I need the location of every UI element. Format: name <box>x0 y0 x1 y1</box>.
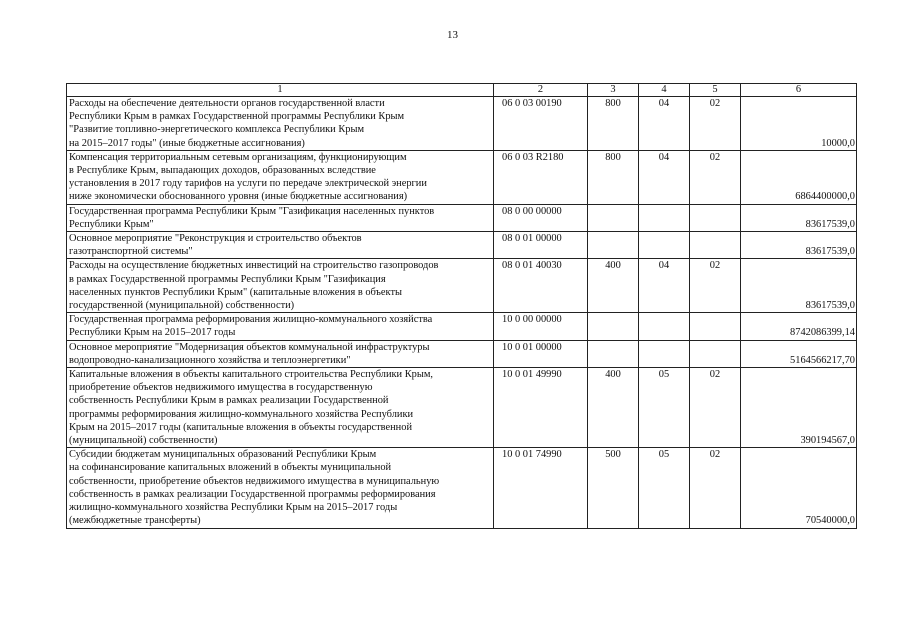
header-cell-4: 4 <box>639 84 690 97</box>
row-code: 10 0 01 74990 <box>494 448 588 528</box>
row-col5 <box>690 340 741 367</box>
row-code: 10 0 01 00000 <box>494 340 588 367</box>
row-description: Основное мероприятие "Модернизация объектов коммунальной инфраструктуры водопроводно-канализационного хозяйства и теплоэнергетики" <box>67 340 494 367</box>
row-description: Расходы на обеспечение деятельности органов государственной власти Республики Крым в рамках Государственной программы Республики Крым "Развитие топливно-энергетического комплекса Республики Крым на 2015–2017 годы" (иные бюджетные ассигнования) <box>67 97 494 151</box>
header-cell-description: 1 <box>67 84 494 97</box>
row-col5: 02 <box>690 150 741 204</box>
row-col3: 400 <box>588 368 639 448</box>
row-col4 <box>639 232 690 259</box>
row-amount: 5164566217,70 <box>741 340 857 367</box>
row-code: 10 0 01 49990 <box>494 368 588 448</box>
row-code: 10 0 00 00000 <box>494 313 588 340</box>
table-row <box>67 97 857 151</box>
header-cell-amount: 6 <box>741 84 857 97</box>
table-row <box>67 150 857 204</box>
header-cell-5: 5 <box>690 84 741 97</box>
row-description: Капитальные вложения в объекты капитального строительства Республики Крым, приобретение объектов недвижимого имущества в государственную собственность Республики Крым в рамках реализации Государственной программы реформирования жилищно-коммунального хозяйства Республики Крым на 2015–2017 годы (капитальные вложения в объекты государственной (муниципальной) собственности) <box>67 368 494 448</box>
row-col3: 800 <box>588 150 639 204</box>
row-code: 08 0 00 00000 <box>494 204 588 231</box>
page-number: 13 <box>447 29 458 41</box>
row-col3: 400 <box>588 259 639 313</box>
table-row <box>67 204 857 231</box>
row-col5: 02 <box>690 448 741 528</box>
row-col5: 02 <box>690 368 741 448</box>
row-code: 06 0 03 R2180 <box>494 150 588 204</box>
row-col5: 02 <box>690 97 741 151</box>
row-col4 <box>639 204 690 231</box>
row-col4: 04 <box>639 150 690 204</box>
row-col5 <box>690 232 741 259</box>
table-row <box>67 313 857 340</box>
table-row <box>67 259 857 313</box>
table-header-row <box>67 84 857 97</box>
row-col3: 500 <box>588 448 639 528</box>
row-col3 <box>588 232 639 259</box>
table-row <box>67 368 857 448</box>
row-description: Расходы на осуществление бюджетных инвестиций на строительство газопроводов в рамках Государственной программы Республики Крым "Газификация населенных пунктов Республики Крым" (капитальные вложения в объекты государственной (муниципальной) собственности) <box>67 259 494 313</box>
row-amount: 8742086399,14 <box>741 313 857 340</box>
header-cell-code: 2 <box>494 84 588 97</box>
row-col3: 800 <box>588 97 639 151</box>
row-col3 <box>588 340 639 367</box>
table-row <box>67 232 857 259</box>
row-code: 08 0 01 40030 <box>494 259 588 313</box>
row-col4: 04 <box>639 259 690 313</box>
row-col3 <box>588 313 639 340</box>
budget-table <box>66 83 857 529</box>
row-amount: 83617539,0 <box>741 259 857 313</box>
row-col5 <box>690 313 741 340</box>
table-row <box>67 340 857 367</box>
header-cell-3: 3 <box>588 84 639 97</box>
row-amount: 83617539,0 <box>741 232 857 259</box>
row-code: 08 0 01 00000 <box>494 232 588 259</box>
row-code: 06 0 03 00190 <box>494 97 588 151</box>
row-col4: 05 <box>639 448 690 528</box>
row-description: Основное мероприятие "Реконструкция и строительство объектов газотранспортной системы" <box>67 232 494 259</box>
row-col5: 02 <box>690 259 741 313</box>
row-description: Субсидии бюджетам муниципальных образований Республики Крым на софинансирование капитальных вложений в объекты муниципальной собственности, приобретение объектов недвижимого имущества в муниципальную собственность в рамках реализации Государственной программы реформирования жилищно-коммунального хозяйства Республики Крым на 2015–2017 годы (межбюджетные трансферты) <box>67 448 494 528</box>
row-col5 <box>690 204 741 231</box>
row-amount: 83617539,0 <box>741 204 857 231</box>
table-row <box>67 448 857 528</box>
row-col4: 04 <box>639 97 690 151</box>
row-amount: 10000,0 <box>741 97 857 151</box>
row-col4: 05 <box>639 368 690 448</box>
row-description: Компенсация территориальным сетевым организациям, функционирующим в Республике Крым, выпадающих доходов, образованных вследствие установления в 2017 году тарифов на услуги по передаче электрической энергии ниже экономически обоснованного уровня (иные бюджетные ассигнования) <box>67 150 494 204</box>
row-amount: 390194567,0 <box>741 368 857 448</box>
row-col4 <box>639 313 690 340</box>
row-description: Государственная программа реформирования жилищно-коммунального хозяйства Республики Крым на 2015–2017 годы <box>67 313 494 340</box>
row-description: Государственная программа Республики Крым "Газификация населенных пунктов Республики Крым" <box>67 204 494 231</box>
row-amount: 70540000,0 <box>741 448 857 528</box>
row-col3 <box>588 204 639 231</box>
row-amount: 6864400000,0 <box>741 150 857 204</box>
row-col4 <box>639 340 690 367</box>
